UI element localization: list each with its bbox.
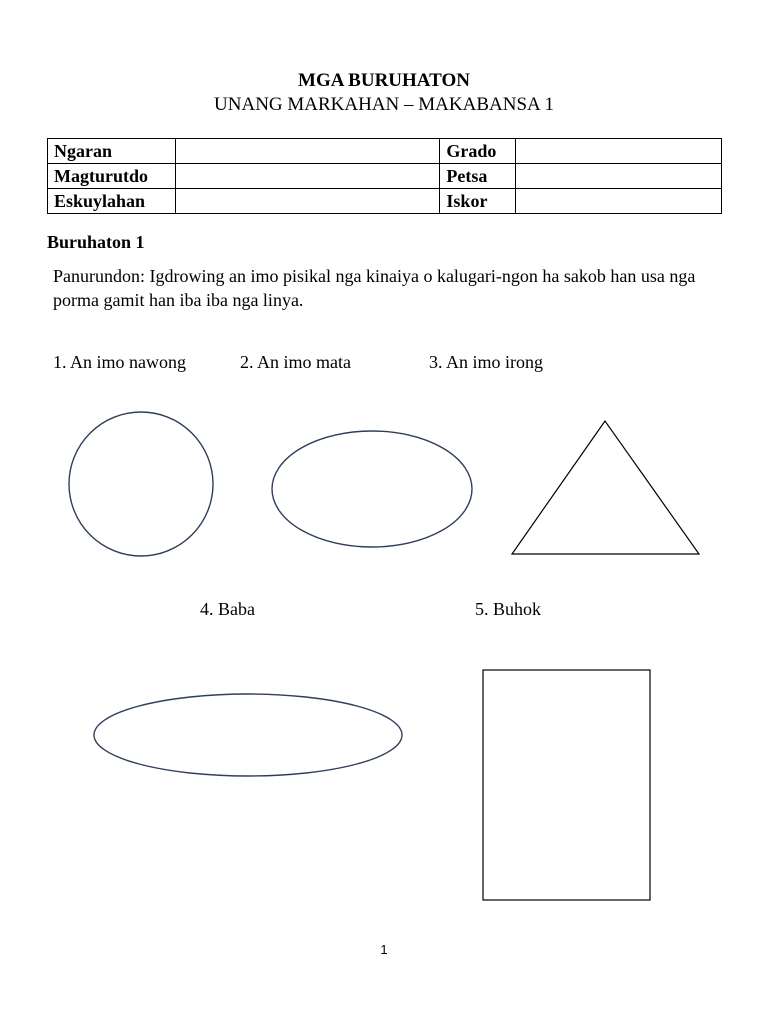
item-label-hair: 5. Buhok [475, 599, 542, 619]
activity-heading: Buruhaton 1 [47, 232, 145, 252]
worksheet-title: MGA BURUHATON [298, 70, 470, 91]
score-label: Iskor [440, 189, 516, 214]
name-label: Ngaran [48, 139, 176, 164]
teacher-label: Magturutdo [48, 164, 176, 189]
eye-ellipse-shape[interactable] [272, 431, 472, 547]
item-label-mouth: 4. Baba [200, 599, 255, 619]
item-label-eye: 2. An imo mata [240, 352, 351, 372]
face-circle-shape[interactable] [69, 412, 213, 556]
activity-instructions: Panurundon: Igdrowing an imo pisikal nga kinaiya o kalugari-ngon ha sakob han usa nga porma gamit han iba iba nga linya. [53, 266, 696, 310]
school-label: Eskuylahan [48, 189, 176, 214]
mouth-ellipse-shape[interactable] [94, 694, 402, 776]
page-number: 1 [380, 942, 388, 957]
item-label-face: 1. An imo nawong [53, 352, 186, 372]
hair-rectangle-shape[interactable] [483, 670, 650, 900]
item-label-nose: 3. An imo irong [429, 352, 544, 372]
nose-triangle-shape[interactable] [512, 421, 699, 554]
grade-label: Grado [440, 139, 516, 164]
date-label: Petsa [440, 164, 516, 189]
worksheet-subtitle: UNANG MARKAHAN – MAKABANSA 1 [214, 94, 554, 115]
